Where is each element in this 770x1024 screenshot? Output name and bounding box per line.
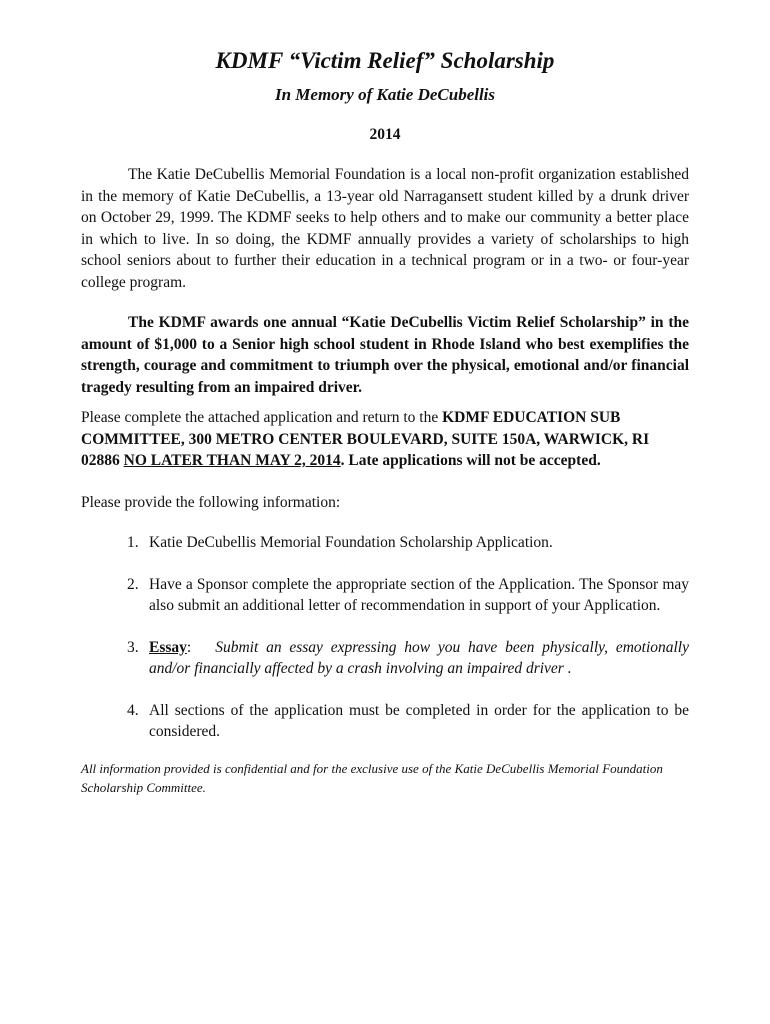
- intro-paragraph: The Katie DeCubellis Memorial Foundation is a local non-profit organization established in the memory of Katie DeCubellis, a 13-year old Narragansett student killed by a drunk driver on October 29, 1999. The KDMF seeks to help others and to make our community a better place in which to live. In so doing, the KDMF annually provides a variety of scholarships to high school seniors about to further their education in a technical program or in a two- or four-year college program.: [81, 166, 689, 291]
- requirements-list: [81, 532, 689, 743]
- list-item-text: Have a Sponsor complete the appropriate section of the Application. The Sponsor may also submit an additional letter of recommendation in support of your Application.: [149, 575, 689, 614]
- year-heading: 2014: [369, 126, 401, 143]
- mailing-address: KDMF EDUCATION SUB COMMITTEE, 300 METRO CENTER BOULEVARD, SUITE 150A, WARWICK, RI 02886: [81, 409, 650, 469]
- essay-text: Submit an essay expressing how you have been physically, emotionally and/or financially affected by a crash involving an impaired driver .: [149, 638, 689, 677]
- list-item: [81, 700, 689, 743]
- list-item-number: 2.: [127, 575, 139, 593]
- list-item-text: Katie DeCubellis Memorial Foundation Scholarship Application.: [149, 534, 553, 551]
- award-paragraph: The KDMF awards one annual “Katie DeCubellis Victim Relief Scholarship” in the amount of $1,000 to a Senior high school student in Rhode Island who best exemplifies the strength, courage and commitment to triumph over the physical, emotional and/or financial tragedy resulting from an impaired driver.: [81, 314, 689, 396]
- list-item: [81, 637, 689, 680]
- confidentiality-footnote: All information provided is confidential and for the exclusive use of the Katie DeCubellis Memorial Foundation Scholarship Committee.: [81, 760, 663, 795]
- provide-heading: Please provide the following information:: [81, 493, 341, 511]
- essay-label-colon: :: [186, 638, 192, 656]
- list-item-number: 4.: [127, 701, 139, 719]
- list-item: [81, 532, 689, 554]
- list-item: [81, 574, 689, 617]
- page-subtitle: In Memory of Katie DeCubellis: [274, 85, 496, 104]
- list-item-text: All sections of the application must be completed in order for the application to be considered.: [149, 701, 689, 740]
- document-page: [81, 46, 689, 797]
- list-item-number: 1.: [127, 534, 139, 551]
- instructions-lead: Please complete the attached application and return to the: [81, 409, 443, 426]
- list-item-number: 3.: [127, 638, 139, 656]
- late-notice: . Late applications will not be accepted.: [340, 452, 601, 469]
- instructions-paragraph: [81, 407, 689, 472]
- deadline-text: NO LATER THAN MAY 2, 2014: [123, 452, 341, 469]
- page-title: KDMF “Victim Relief” Scholarship: [215, 48, 555, 73]
- essay-label: Essay: [149, 638, 187, 656]
